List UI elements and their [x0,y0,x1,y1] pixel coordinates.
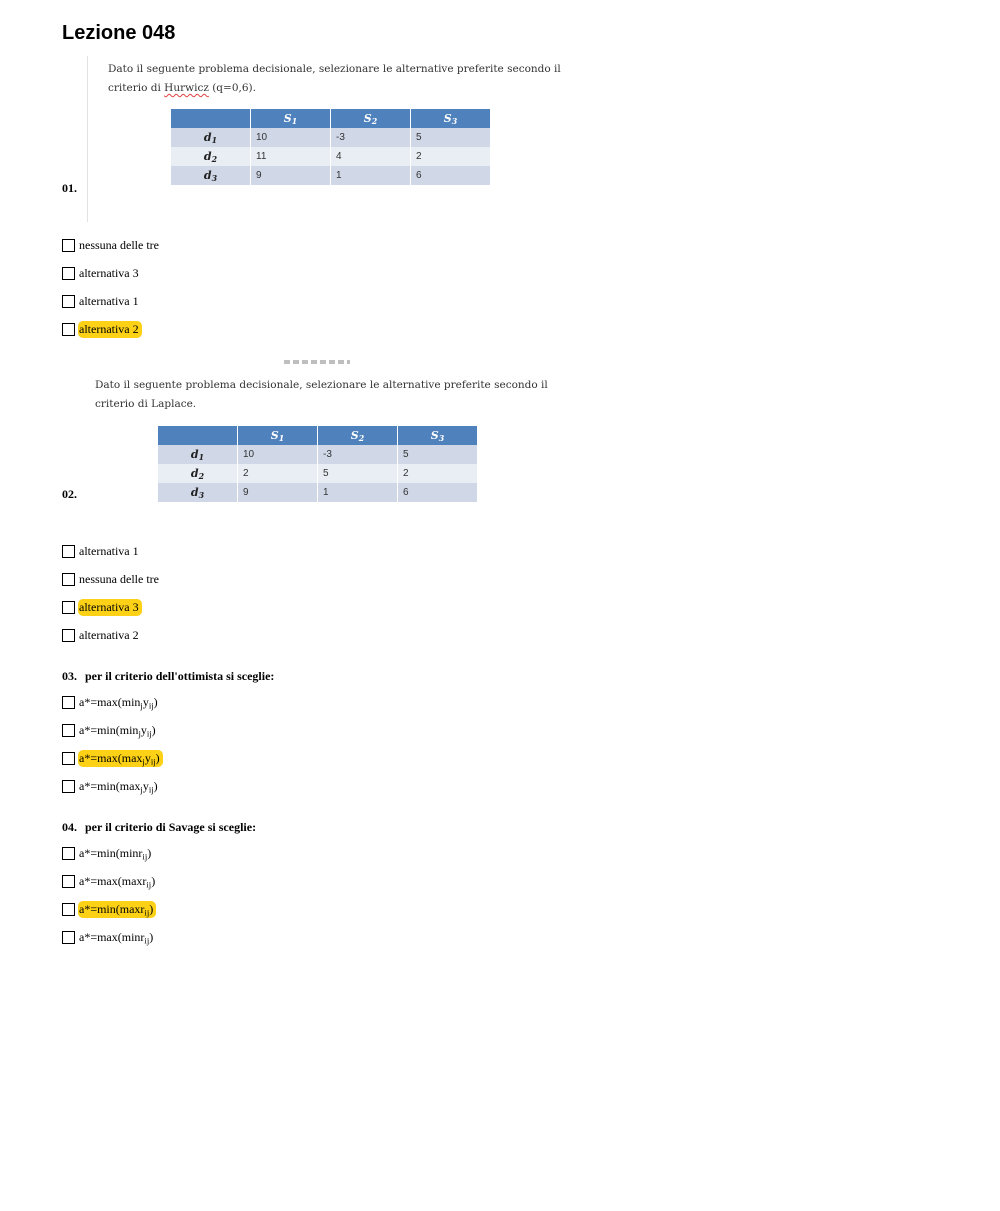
answer-option[interactable] [62,901,156,917]
answer-option[interactable] [62,599,142,615]
answer-option[interactable] [62,293,140,309]
decision-index: 2 [198,472,205,482]
formula-subscript: j [138,727,141,738]
formula-subscript: j [140,699,143,710]
answer-checkbox[interactable] [62,545,75,558]
table-cell: 5 [318,464,398,483]
formula-text: a*=min(max [79,778,141,793]
formula-subscript: ij [146,878,152,889]
state-index: 3 [451,117,458,127]
answer-checkbox[interactable] [62,239,75,252]
state-symbol: S [430,429,439,442]
table-cell: 6 [398,483,478,502]
answer-checkbox[interactable] [62,267,75,280]
decision-symbol: d [190,467,199,480]
formula-text: ) [155,750,160,765]
answer-checkbox[interactable] [62,295,75,308]
table-cell: 11 [251,147,331,166]
decision-label-d3 [171,166,251,185]
state-symbol: S [363,112,372,125]
answer-checkbox[interactable] [62,847,75,860]
formula-subscript: ij [148,699,154,710]
table-cell: -3 [318,445,398,464]
answer-label [78,750,163,767]
formula-text: ) [147,845,152,860]
answer-option[interactable] [62,627,140,643]
table-cell: 5 [398,445,478,464]
answer-option[interactable] [62,873,156,889]
table-corner-cell [171,109,251,128]
state-symbol: S [283,112,292,125]
decision-label-d1 [171,128,251,147]
answer-label [78,723,157,738]
page-title: Lezione 048 [62,22,176,44]
answer-label: alternativa 1 [79,543,139,558]
q4-question [62,820,256,834]
answer-label: alternativa 3 [78,599,142,616]
answer-option[interactable] [62,694,159,710]
table-row [158,483,477,502]
state-header-s1 [251,109,331,128]
state-index: 1 [291,117,298,127]
formula-subscript: ij [144,906,150,917]
margin-rule [87,56,88,222]
table-cell: 1 [318,483,398,502]
table-cell: 2 [398,464,478,483]
answer-label [78,874,156,889]
decision-symbol: d [203,169,212,182]
table-cell: 2 [238,464,318,483]
answer-label: nessuna delle tre [79,237,159,252]
q1-prompt-text-b: (q=0,6). [208,82,256,94]
formula-subscript: ij [142,850,148,861]
answer-label [78,901,156,918]
table-row [158,464,477,483]
answer-checkbox[interactable] [62,752,75,765]
state-header-s3 [411,109,491,128]
decision-symbol: d [203,150,212,163]
q1-number: 01. [62,181,77,195]
answer-label [78,779,159,794]
formula-text: ) [153,778,158,793]
decision-label-d2 [158,464,238,483]
formula-subscript: ij [146,727,152,738]
answer-option[interactable] [62,929,154,945]
answer-checkbox[interactable] [62,323,75,336]
answer-option[interactable] [62,571,160,587]
answer-label: alternativa 2 [78,321,142,338]
decision-index: 2 [211,155,218,165]
formula-subscript: ij [148,783,154,794]
answer-option[interactable] [62,321,142,337]
state-symbol: S [350,429,359,442]
answer-label: nessuna delle tre [79,571,159,586]
decision-index: 1 [198,453,205,463]
formula-text: y [144,750,151,765]
answer-checkbox[interactable] [62,724,75,737]
table-cell: 2 [411,147,491,166]
q2-prompt: Dato il seguente problema decisionale, selezionare le alternative preferite secondo il criterio di Laplace. [95,379,548,410]
answer-option[interactable] [62,750,163,766]
formula-text: ) [149,901,154,916]
q1-prompt-hurwicz: Hurwicz [164,82,209,94]
table-cell: 9 [238,483,318,502]
decision-index: 3 [198,491,205,501]
answer-label: alternativa 1 [79,293,139,308]
scan-artifact [284,360,350,364]
answer-label: alternativa 3 [79,265,139,280]
answer-label [78,695,159,710]
decision-index: 3 [211,174,218,184]
answer-checkbox[interactable] [62,573,75,586]
formula-subscript: ij [150,755,156,766]
table-cell: 5 [411,128,491,147]
q4-text: per il criterio di Savage si sceglie: [85,820,257,834]
formula-text: ) [151,873,156,888]
state-header-s1 [238,426,318,445]
state-header-s3 [398,426,478,445]
answer-option[interactable] [62,845,152,861]
answer-option[interactable] [62,237,160,253]
table-row [171,147,490,166]
q1-prompt [108,60,578,98]
table-row [171,166,490,185]
table-cell: 9 [251,166,331,185]
answer-option[interactable] [62,778,159,794]
state-index: 1 [278,434,285,444]
table-row [158,445,477,464]
answer-label [78,930,154,945]
answer-checkbox[interactable] [62,903,75,916]
state-index: 2 [358,434,365,444]
formula-text: a*=max(maxr [79,873,147,888]
state-symbol: S [443,112,452,125]
decision-label-d2 [171,147,251,166]
q4-number: 04. [62,820,77,834]
formula-text: a*=max(max [79,750,143,765]
formula-subscript: j [142,755,145,766]
formula-text: y [142,778,149,793]
answer-label [78,846,152,861]
q1-prompt-text-a: Dato il seguente problema decisionale, selezionare le alternative preferite secondo il criterio di [108,63,561,94]
table-cell: 6 [411,166,491,185]
q3-number: 03. [62,669,77,683]
state-symbol: S [270,429,279,442]
formula-text: a*=max(minr [79,929,145,944]
table-corner-cell [158,426,238,445]
answer-option[interactable] [62,265,140,281]
decision-symbol: d [203,131,212,144]
formula-text: ) [149,929,154,944]
formula-text: a*=min(min [79,722,139,737]
table-cell: 1 [331,166,411,185]
formula-text: y [140,722,147,737]
state-header-s2 [331,109,411,128]
answer-checkbox[interactable] [62,931,75,944]
q3-question [62,669,274,683]
formula-text: a*=min(minr [79,845,143,860]
formula-text: ) [153,694,158,709]
decision-index: 1 [211,136,218,146]
decision-label-d3 [158,483,238,502]
table-cell: 10 [238,445,318,464]
answer-option[interactable] [62,722,157,738]
state-header-s2 [318,426,398,445]
formula-text: a*=min(maxr [79,901,145,916]
decision-symbol: d [190,448,199,461]
q1-decision-table [171,109,490,185]
decision-symbol: d [190,486,199,499]
answer-checkbox[interactable] [62,780,75,793]
answer-checkbox[interactable] [62,875,75,888]
answer-checkbox[interactable] [62,696,75,709]
table-cell: -3 [331,128,411,147]
formula-subscript: ij [144,934,150,945]
q2-decision-table [158,426,477,502]
decision-label-d1 [158,445,238,464]
state-index: 3 [438,434,445,444]
formula-text: ) [151,722,156,737]
table-cell: 4 [331,147,411,166]
answer-checkbox[interactable] [62,601,75,614]
q2-number: 02. [62,487,77,501]
q3-text: per il criterio dell'ottimista si sceglie: [85,669,275,683]
table-row [171,128,490,147]
answer-label: alternativa 2 [79,627,139,642]
formula-subscript: j [140,783,143,794]
answer-checkbox[interactable] [62,629,75,642]
table-cell: 10 [251,128,331,147]
formula-text: y [142,694,149,709]
formula-text: a*=max(min [79,694,141,709]
answer-option[interactable] [62,543,140,559]
state-index: 2 [371,117,378,127]
